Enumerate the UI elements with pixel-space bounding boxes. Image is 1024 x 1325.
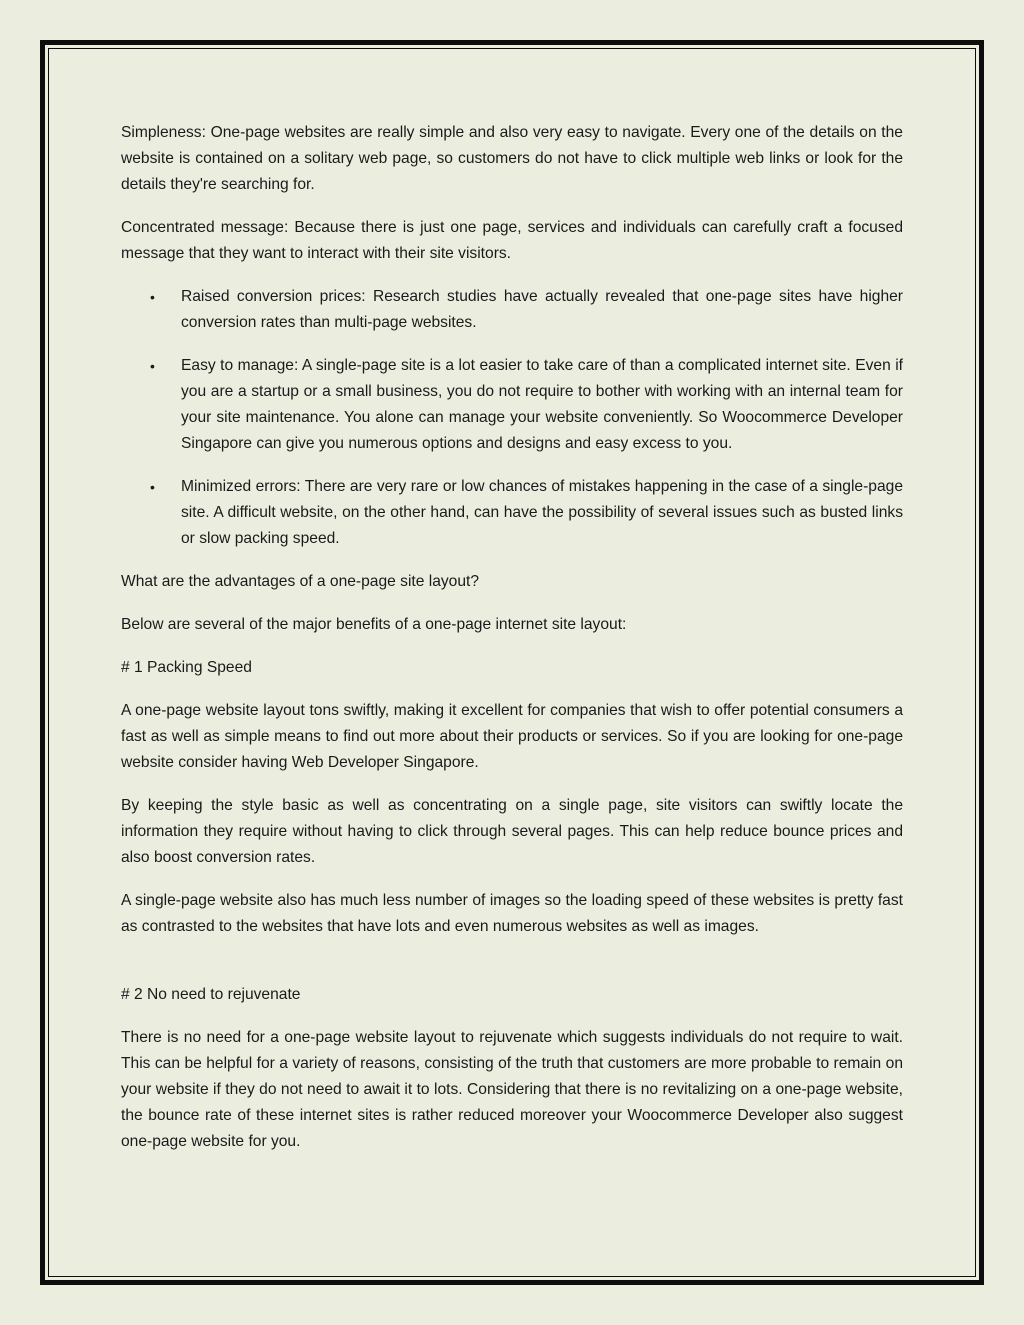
bullet-icon: • <box>150 289 155 305</box>
paragraph-packing-speed-2: By keeping the style basic as well as concentrating on a single page, site visitors can swiftly locate the information they require without having to click through several pages. This can help reduce bounce prices and also boost conversion rates. <box>121 797 903 866</box>
list-item-text: Easy to manage: A single-page site is a lot easier to take care of than a complicated internet site. Even if you are a startup or a small business, you do not require to bother with working with an internal team for your site maintenance. You alone can manage your website conveniently. So Woocommerce Developer Singapore can give you numerous options and designs and easy excess to you. <box>181 357 903 452</box>
paragraph-packing-speed-1: A one-page website layout tons swiftly, making it excellent for companies that wish to offer potential consumers a fast as well as simple means to find out more about their products or services. So if you are looking for one-page website consider having Web Developer Singapore. <box>121 702 903 771</box>
bullet-icon: • <box>150 358 155 374</box>
list-item <box>150 474 903 552</box>
paragraph-simpleness: Simpleness: One-page websites are really simple and also very easy to navigate. Every one of the details on the website is contained on a solitary web page, so customers do not have to click multiple web links or look for the details they're searching for. <box>121 124 903 193</box>
list-item-text: Minimized errors: There are very rare or low chances of mistakes happening in the case of a single-page site. A difficult website, on the other hand, can have the possibility of several issues such as busted links or slow packing speed. <box>181 478 903 547</box>
question-line: What are the advantages of a one-page site layout? <box>121 573 480 590</box>
section-heading-packing-speed: # 1 Packing Speed <box>121 659 252 676</box>
list-item <box>150 353 903 457</box>
bullet-icon: • <box>150 479 155 495</box>
section-heading-no-refresh: # 2 No need to rejuvenate <box>121 986 301 1003</box>
benefits-bullet-list <box>121 284 903 552</box>
list-item <box>150 284 903 336</box>
list-item-text: Raised conversion prices: Research studies have actually revealed that one-page sites have higher conversion rates than multi-page websites. <box>181 288 903 331</box>
paragraph-packing-speed-3: A single-page website also has much less number of images so the loading speed of these websites is pretty fast as contrasted to the websites that have lots and even numerous websites as well as images. <box>121 892 903 935</box>
document-body <box>121 120 903 1172</box>
intro-line: Below are several of the major benefits of a one-page internet site layout: <box>121 616 627 633</box>
paragraph-no-refresh: There is no need for a one-page website layout to rejuvenate which suggests individuals do not require to wait. This can be helpful for a variety of reasons, consisting of the truth that customers are more probable to remain on your website if they do not need to await it to lots. Considering that there is no revitalizing on a one-page website, the bounce rate of these internet sites is rather reduced moreover your Woocommerce Developer also suggest one-page website for you. <box>121 1029 903 1150</box>
paragraph-concentrated-message: Concentrated message: Because there is just one page, services and individuals can carefully craft a focused message that they want to interact with their site visitors. <box>121 219 903 262</box>
